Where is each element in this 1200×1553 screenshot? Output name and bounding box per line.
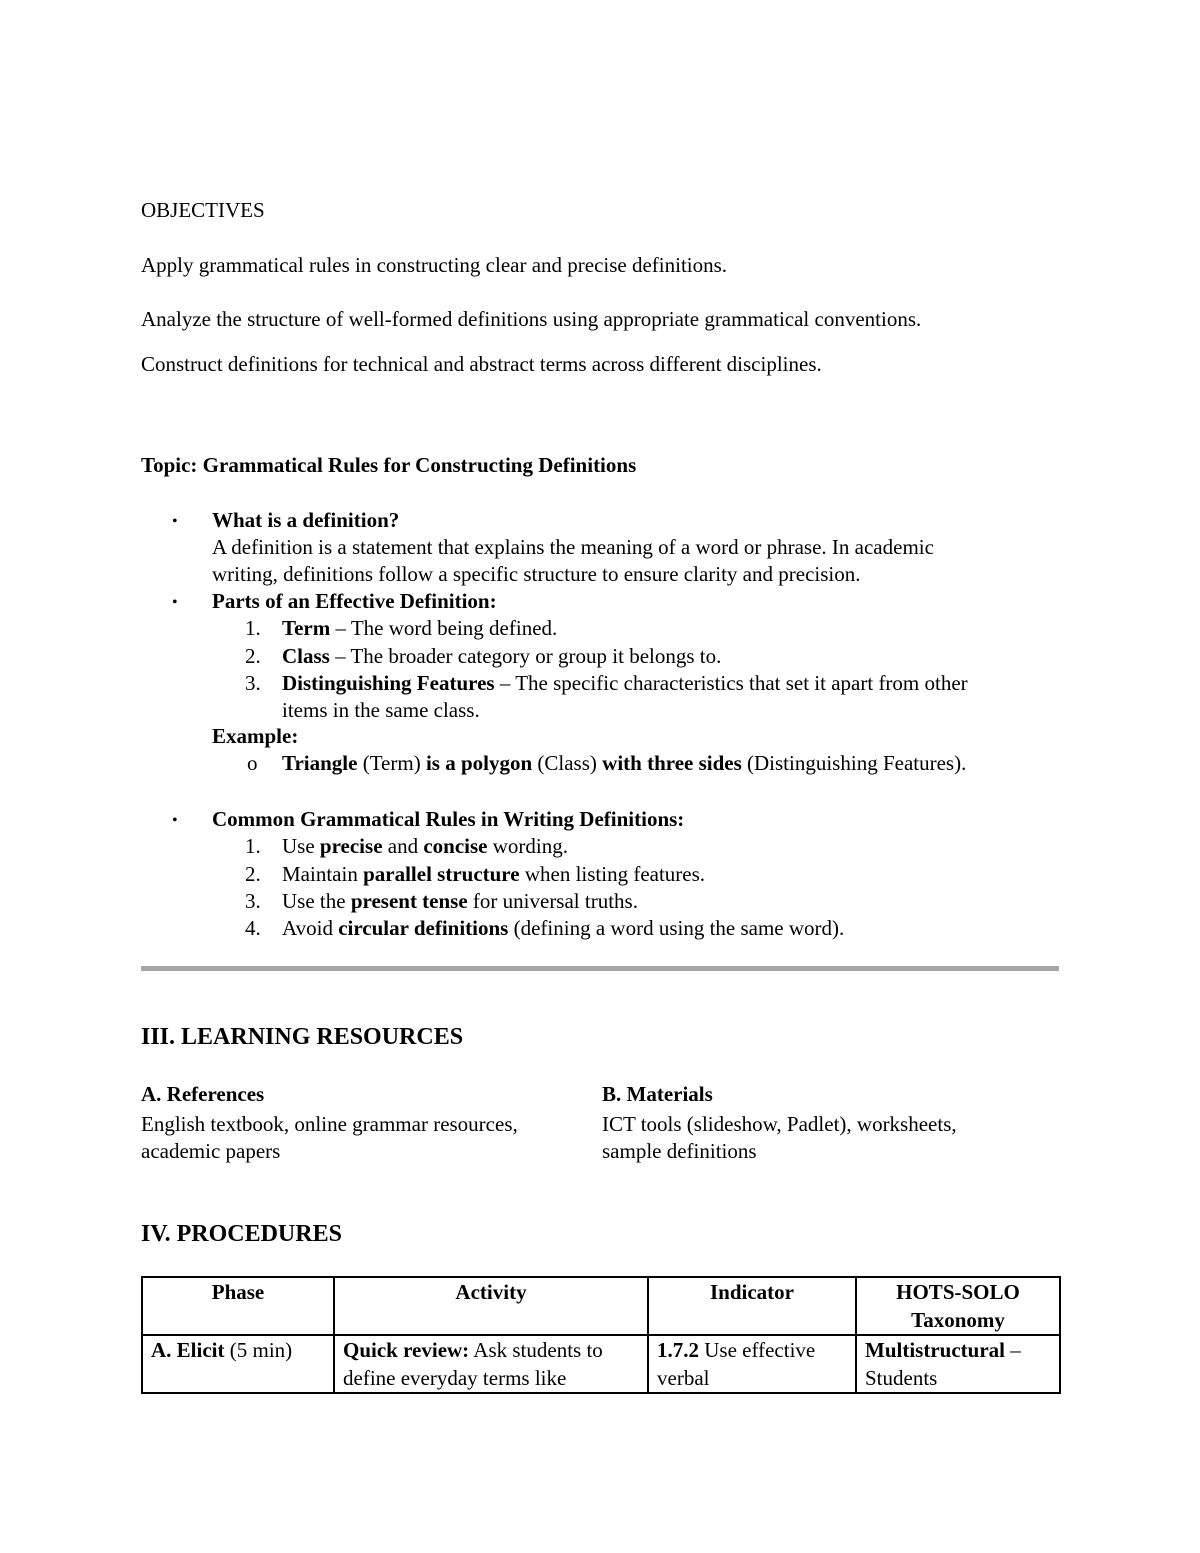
rule-keyword: precise xyxy=(319,834,383,858)
rule-keyword: concise xyxy=(423,834,488,858)
what-line-2: writing, definitions follow a specific structure to ensure clarity and precision. xyxy=(212,562,861,586)
example-note: (Term) xyxy=(357,751,426,775)
list-number: 1. xyxy=(245,834,261,858)
bullet-icon: • xyxy=(172,812,178,829)
list-item xyxy=(282,615,557,642)
taxonomy-text: – Students xyxy=(865,1338,1021,1390)
phase-duration: (5 min) xyxy=(224,1338,293,1362)
cell-phase xyxy=(142,1335,334,1393)
rules-heading: Common Grammatical Rules in Writing Definitions: xyxy=(212,807,685,831)
list-number: 4. xyxy=(245,916,261,940)
list-item xyxy=(282,861,705,888)
rule-text: Use xyxy=(282,834,320,858)
topic-title: Grammatical Rules for Constructing Definitions xyxy=(202,453,637,477)
activity-label: Quick review: xyxy=(343,1338,470,1362)
table-header-row xyxy=(142,1277,1060,1335)
example-note: (Distinguishing Features). xyxy=(741,751,967,775)
part-desc: – The word being defined. xyxy=(330,616,558,640)
procedures-heading: IV. PROCEDURES xyxy=(141,1221,342,1247)
bullet-icon: • xyxy=(172,513,178,530)
what-heading: What is a definition? xyxy=(212,508,400,532)
part-term: Term xyxy=(282,616,331,640)
list-number: 2. xyxy=(245,644,261,668)
objectives-heading: OBJECTIVES xyxy=(141,198,265,222)
horizontal-divider xyxy=(141,966,1059,971)
procedures-table xyxy=(141,1276,1061,1394)
list-number: 3. xyxy=(245,671,261,695)
part-desc-continued: items in the same class. xyxy=(282,698,480,722)
rule-text: and xyxy=(382,834,424,858)
list-item xyxy=(282,670,968,697)
rule-keyword: circular definitions xyxy=(338,916,509,940)
cell-activity xyxy=(334,1335,648,1393)
list-item xyxy=(282,888,638,915)
list-item xyxy=(282,915,844,942)
rule-text: Avoid xyxy=(282,916,339,940)
part-desc: – The broader category or group it belongs to. xyxy=(329,644,722,668)
cell-indicator xyxy=(648,1335,856,1393)
list-item xyxy=(282,643,721,670)
cell-taxonomy xyxy=(856,1335,1060,1393)
topic-label: Topic: xyxy=(141,453,198,477)
materials-title: B. Materials xyxy=(602,1082,713,1106)
list-number: 2. xyxy=(245,862,261,886)
part-desc: – The specific characteristics that set it apart from other xyxy=(494,671,968,695)
indicator-text: Use effective verbal xyxy=(657,1338,816,1390)
objective-1: Apply grammatical rules in constructing clear and precise definitions. xyxy=(141,253,728,277)
rule-text: wording. xyxy=(487,834,568,858)
rule-keyword: parallel structure xyxy=(363,862,520,886)
phase-name: A. Elicit xyxy=(151,1338,225,1362)
table-row xyxy=(142,1335,1060,1393)
resources-heading: III. LEARNING RESOURCES xyxy=(141,1024,464,1050)
list-number: 3. xyxy=(245,889,261,913)
header-phase: Phase xyxy=(142,1277,334,1335)
rule-text: Use the xyxy=(282,889,351,913)
part-term: Class xyxy=(282,644,330,668)
part-term: Distinguishing Features xyxy=(282,671,495,695)
rule-text: when listing features. xyxy=(519,862,706,886)
header-taxonomy: HOTS-SOLO Taxonomy xyxy=(856,1277,1060,1335)
example-text xyxy=(282,750,966,777)
rule-text: (defining a word using the same word). xyxy=(508,916,845,940)
objective-2: Analyze the structure of well-formed definitions using appropriate grammatical conventions. xyxy=(141,307,922,331)
references-line-1: English textbook, online grammar resources, xyxy=(141,1112,518,1136)
references-line-2: academic papers xyxy=(141,1139,281,1163)
objective-3: Construct definitions for technical and abstract terms across different disciplines. xyxy=(141,352,822,376)
example-features: with three sides xyxy=(602,751,742,775)
topic-line xyxy=(141,452,636,479)
what-line-1: A definition is a statement that explains the meaning of a word or phrase. In academic xyxy=(212,535,934,559)
materials-line-2: sample definitions xyxy=(602,1139,757,1163)
materials-line-1: ICT tools (slideshow, Padlet), worksheets, xyxy=(602,1112,957,1136)
example-class: is a polygon xyxy=(425,751,533,775)
taxonomy-level: Multistructural xyxy=(865,1338,1005,1362)
rule-keyword: present tense xyxy=(350,889,468,913)
list-number: 1. xyxy=(245,616,261,640)
references-title: A. References xyxy=(141,1082,265,1106)
header-activity: Activity xyxy=(334,1277,648,1335)
parts-heading: Parts of an Effective Definition: xyxy=(212,589,497,613)
example-note: (Class) xyxy=(532,751,603,775)
rule-text: for universal truths. xyxy=(467,889,638,913)
example-term: Triangle xyxy=(282,751,358,775)
circle-bullet-icon: o xyxy=(247,751,258,775)
activity-text: Ask students to define everyday terms like xyxy=(343,1338,603,1390)
indicator-code: 1.7.2 xyxy=(657,1338,699,1362)
rule-text: Maintain xyxy=(282,862,364,886)
bullet-icon: • xyxy=(172,594,178,611)
list-item xyxy=(282,833,568,860)
example-label: Example: xyxy=(212,724,299,748)
header-indicator: Indicator xyxy=(648,1277,856,1335)
